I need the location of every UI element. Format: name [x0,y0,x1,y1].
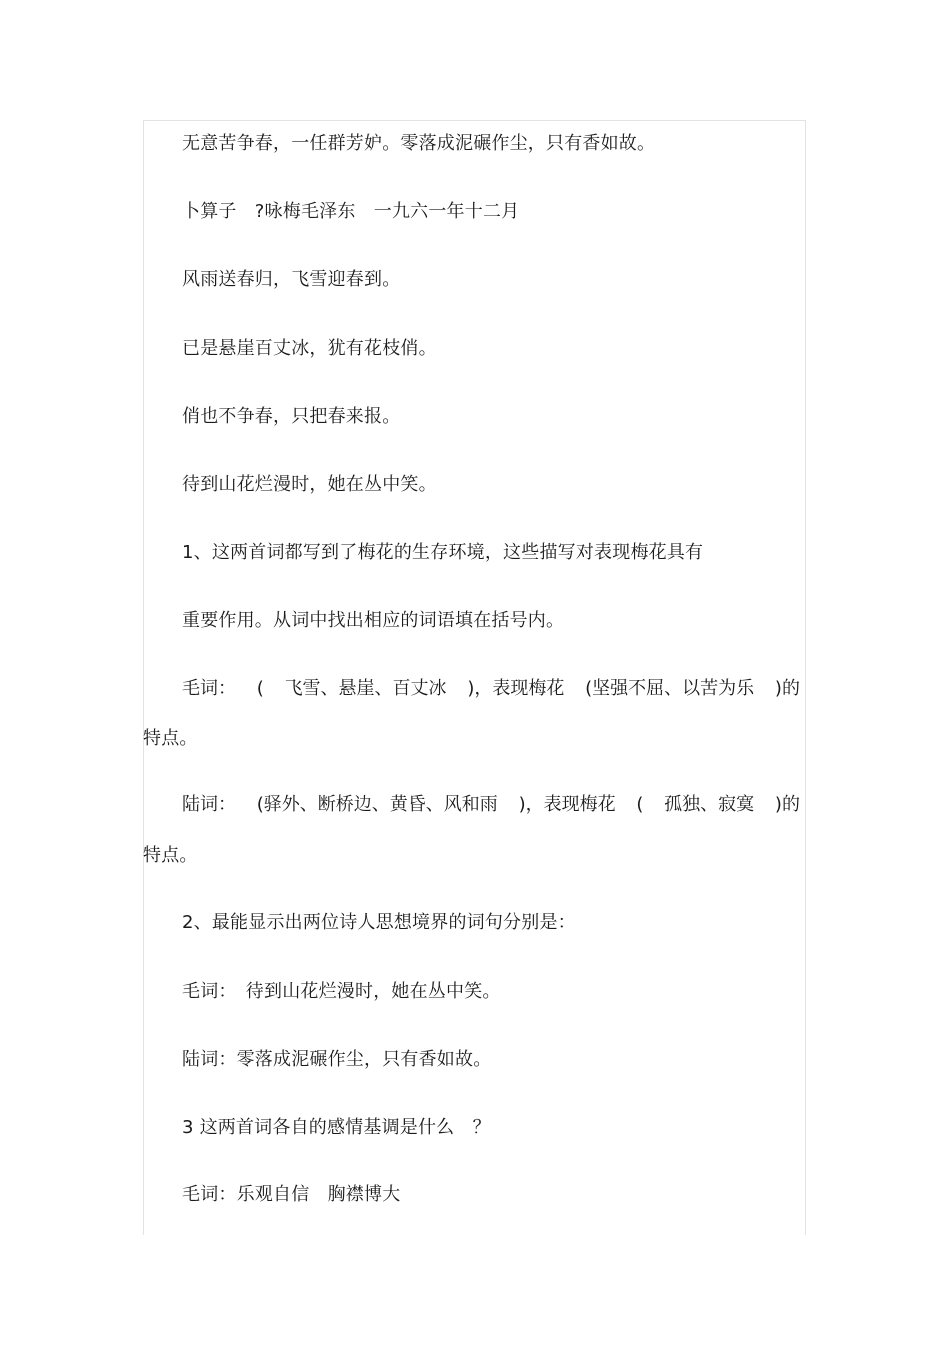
poem-line: 俏也不争春，只把春来报。 [182,406,401,427]
answer-2-mao: 毛词： 待到山花烂漫时，她在丛中笑。 [182,981,501,1002]
answer-words: 飞雪、悬崖、百丈冰 [284,678,447,699]
poem-title: 卜算子 ?咏梅毛泽东 一九六一年十二月 [182,201,520,222]
answer-tail: )的 [774,794,800,815]
answer-trait: (坚强不屈、以苦为乐 [585,678,755,699]
poem-line-ending: 无意苦争春，一任群芳妒。零落成泥碾作尘，只有香如故。 [182,133,656,154]
bracket-open: ( [256,678,264,699]
answer-tail: )的 [774,678,800,699]
answer-1-lu-continued: 特点。 [143,845,198,866]
answer-2-lu: 陆词：零落成泥碾作尘，只有香如故。 [182,1049,492,1070]
bracket-open: ( [636,794,644,815]
question-1: 1、这两首词都写到了梅花的生存环境，这些描写对表现梅花具有 [182,542,704,563]
answer-trait: 孤独、寂寞 [664,794,755,815]
answer-connector: )，表现梅花 [518,794,616,815]
answer-words: (驿外、断桥边、黄昏、风和雨 [256,794,498,815]
answer-connector: )，表现梅花 [467,678,565,699]
answer-1-lu [182,793,800,817]
answer-1-mao [182,677,800,701]
answer-3-mao: 毛词：乐观自信 胸襟博大 [182,1184,401,1205]
question-3: 3 这两首词各自的感情基调是什么 ？ [182,1117,491,1138]
answer-1-mao-continued: 特点。 [143,728,198,749]
poem-line: 待到山花烂漫时，她在丛中笑。 [182,474,437,495]
poem-line: 已是悬崖百丈冰，犹有花枝俏。 [182,338,437,359]
question-1-continued: 重要作用。从词中找出相应的词语填在括号内。 [182,610,565,631]
question-2: 2、最能显示出两位诗人思想境界的词句分别是： [182,912,576,933]
poem-line: 风雨送春归，飞雪迎春到。 [182,269,401,290]
answer-label: 毛词： [182,678,236,699]
answer-label: 陆词： [182,794,236,815]
